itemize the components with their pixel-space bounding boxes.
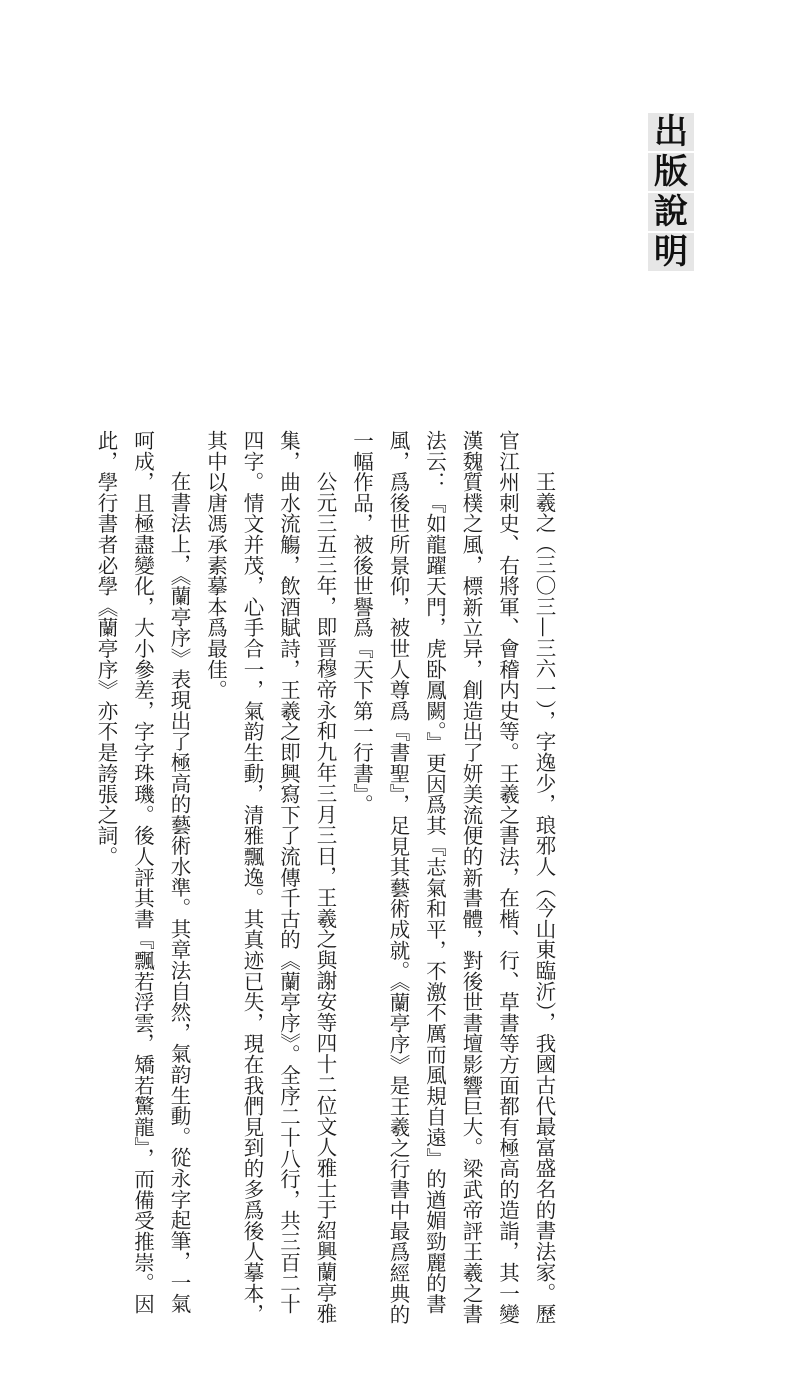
title-char: 出 bbox=[648, 113, 694, 151]
paragraph: 王羲之（三〇三—三六一），字逸少，琅邪人（今山東臨沂），我國古代最富盛名的書法家。歷官江州刺史、右將軍、會稽内史等。王羲之書法，在楷、行、草書等方面都有極高的造詣，其一變漢魏質樸之風，標新立异，創造出了妍美流便的新書體，對後世書壇影響巨大。梁武帝評王羲之書法云：『如龍躍天門，虎卧鳳闕。』更因爲其『志氣和平，不激不厲而風規自遠』的遒媚勁麗的書風，爲後世所景仰，被世人尊爲『書聖』，足見其藝術成就。《蘭亭序》是王羲之行書中最爲經典的一幅作品，被後世譽爲『天下第一行書』。 bbox=[349, 430, 556, 1325]
section-title bbox=[648, 113, 694, 271]
paragraph: 公元三五三年，即晋穆帝永和九年三月三日，王羲之與謝安等四十二位文人雅士于紹興蘭亭雅集，曲水流觴，飲酒賦詩，王羲之即興寫下了流傳千古的《蘭亭序》。全序二十八行，共三百二十四字。情文并茂，心手合一，氣韵生動，清雅飄逸。其真迹已失，現在我們見到的多爲後人摹本，其中以唐馮承素摹本爲最佳。 bbox=[203, 430, 337, 1325]
title-char: 版 bbox=[648, 153, 694, 191]
paragraph: 在書法上，《蘭亭序》表現出了極高的藝術水準。其章法自然，氣韵生動。從永字起筆，一氣呵成，且極盡變化，大小參差，字字珠璣。後人評其書『飄若浮雲，矯若驚龍』，而備受推崇。因此，學行書者必學《蘭亭序》亦不是誇張之詞。 bbox=[94, 430, 191, 1315]
title-char: 明 bbox=[648, 233, 694, 271]
body-text bbox=[88, 430, 563, 1330]
title-char: 說 bbox=[648, 193, 694, 231]
